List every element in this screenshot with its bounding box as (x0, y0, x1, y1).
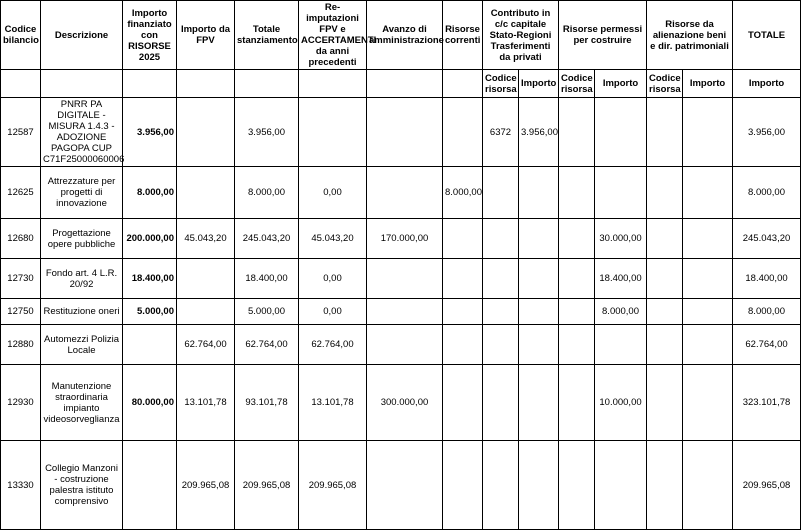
cell-reimp: 0,00 (299, 299, 367, 325)
header-importo: Importo finanziato con RISORSE 2025 (123, 1, 177, 70)
cell-alien-cod (647, 441, 683, 530)
subheader-contributo-importo: Importo (519, 70, 559, 98)
cell-contr-imp: 3.956,00 (519, 98, 559, 167)
subheader-alienazione-codice: Codice risorsa (647, 70, 683, 98)
cell-totale: 5.000,00 (235, 299, 299, 325)
cell-tot: 245.043,20 (733, 219, 801, 259)
subheader-row (1, 70, 801, 98)
cell-tot: 8.000,00 (733, 299, 801, 325)
cell-correnti (443, 219, 483, 259)
cell-perm-cod (559, 259, 595, 299)
cell-importo: 5.000,00 (123, 299, 177, 325)
header-contributo: Contributo in c/c capitale Stato-Regioni Trasferimenti da privati (483, 1, 559, 70)
cell-alien-cod (647, 167, 683, 219)
empty-cell (123, 70, 177, 98)
cell-totale: 8.000,00 (235, 167, 299, 219)
subheader-contributo-codice: Codice risorsa (483, 70, 519, 98)
cell-correnti (443, 259, 483, 299)
cell-avanzo (367, 325, 443, 365)
cell-avanzo (367, 441, 443, 530)
cell-alien-imp (683, 441, 733, 530)
cell-fpv (177, 167, 235, 219)
cell-reimp: 0,00 (299, 259, 367, 299)
cell-correnti (443, 365, 483, 441)
cell-fpv (177, 259, 235, 299)
cell-correnti: 8.000,00 (443, 167, 483, 219)
cell-alien-imp (683, 219, 733, 259)
header-alienazione: Risorse da alienazione beni e dir. patrimoniali (647, 1, 733, 70)
cell-tot: 3.956,00 (733, 98, 801, 167)
cell-perm-cod (559, 219, 595, 259)
cell-tot: 18.400,00 (733, 259, 801, 299)
cell-codice: 12587 (1, 98, 41, 167)
header-totale-finale: TOTALE (733, 1, 801, 70)
cell-importo: 80.000,00 (123, 365, 177, 441)
cell-codice: 12625 (1, 167, 41, 219)
cell-perm-cod (559, 441, 595, 530)
cell-tot: 62.764,00 (733, 325, 801, 365)
cell-contr-cod (483, 259, 519, 299)
cell-totale: 18.400,00 (235, 259, 299, 299)
cell-contr-cod (483, 325, 519, 365)
cell-contr-imp (519, 259, 559, 299)
cell-fpv (177, 98, 235, 167)
cell-avanzo: 170.000,00 (367, 219, 443, 259)
cell-alien-cod (647, 98, 683, 167)
cell-importo (123, 441, 177, 530)
cell-reimp: 13.101,78 (299, 365, 367, 441)
cell-contr-cod (483, 167, 519, 219)
cell-contr-imp (519, 325, 559, 365)
cell-avanzo (367, 98, 443, 167)
cell-avanzo (367, 299, 443, 325)
cell-descrizione: Collegio Manzoni - costruzione palestra istituto comprensivo (41, 441, 123, 530)
cell-avanzo: 300.000,00 (367, 365, 443, 441)
cell-reimp: 45.043,20 (299, 219, 367, 259)
cell-contr-cod: 6372 (483, 98, 519, 167)
empty-cell (41, 70, 123, 98)
cell-alien-cod (647, 365, 683, 441)
table-row (1, 299, 801, 325)
cell-codice: 12730 (1, 259, 41, 299)
cell-reimp (299, 98, 367, 167)
table-row (1, 98, 801, 167)
cell-alien-cod (647, 299, 683, 325)
cell-correnti (443, 325, 483, 365)
subheader-alienazione-importo: Importo (683, 70, 733, 98)
cell-alien-imp (683, 98, 733, 167)
cell-contr-imp (519, 167, 559, 219)
cell-contr-imp (519, 441, 559, 530)
cell-totale: 245.043,20 (235, 219, 299, 259)
cell-avanzo (367, 167, 443, 219)
cell-reimp: 62.764,00 (299, 325, 367, 365)
table-row (1, 325, 801, 365)
cell-reimp: 0,00 (299, 167, 367, 219)
subheader-permessi-importo: Importo (595, 70, 647, 98)
cell-descrizione: Fondo art. 4 L.R. 20/92 (41, 259, 123, 299)
cell-tot: 323.101,78 (733, 365, 801, 441)
cell-totale: 62.764,00 (235, 325, 299, 365)
cell-perm-imp (595, 325, 647, 365)
cell-contr-imp (519, 219, 559, 259)
cell-contr-cod (483, 365, 519, 441)
cell-descrizione: Restituzione oneri (41, 299, 123, 325)
cell-perm-imp: 30.000,00 (595, 219, 647, 259)
table-row (1, 259, 801, 299)
cell-perm-cod (559, 325, 595, 365)
cell-importo: 3.956,00 (123, 98, 177, 167)
header-correnti: Risorse correnti (443, 1, 483, 70)
cell-fpv: 209.965,08 (177, 441, 235, 530)
header-descrizione: Descrizione (41, 1, 123, 70)
cell-descrizione: Progettazione opere pubbliche (41, 219, 123, 259)
cell-reimp: 209.965,08 (299, 441, 367, 530)
header-reimp: Re-imputazioni FPV e ACCERTAMENTI da anni precedenti (299, 1, 367, 70)
header-codice: Codice bilancio (1, 1, 41, 70)
cell-perm-cod (559, 167, 595, 219)
cell-codice: 12880 (1, 325, 41, 365)
header-avanzo: Avanzo di amministrazione (367, 1, 443, 70)
table-row (1, 365, 801, 441)
cell-codice: 12680 (1, 219, 41, 259)
cell-tot: 209.965,08 (733, 441, 801, 530)
cell-perm-cod (559, 365, 595, 441)
cell-alien-imp (683, 167, 733, 219)
cell-correnti (443, 441, 483, 530)
cell-fpv: 62.764,00 (177, 325, 235, 365)
cell-importo: 8.000,00 (123, 167, 177, 219)
cell-alien-imp (683, 325, 733, 365)
cell-codice: 13330 (1, 441, 41, 530)
cell-alien-cod (647, 325, 683, 365)
empty-cell (235, 70, 299, 98)
cell-alien-imp (683, 259, 733, 299)
cell-perm-imp: 10.000,00 (595, 365, 647, 441)
cell-descrizione: PNRR PA DIGITALE - MISURA 1.4.3 - ADOZIONE PAGOPA CUP C71F25000060006 (41, 98, 123, 167)
cell-tot: 8.000,00 (733, 167, 801, 219)
header-row (1, 1, 801, 70)
cell-contr-cod (483, 299, 519, 325)
cell-perm-cod (559, 98, 595, 167)
cell-codice: 12750 (1, 299, 41, 325)
cell-fpv: 13.101,78 (177, 365, 235, 441)
cell-importo: 18.400,00 (123, 259, 177, 299)
table-row (1, 219, 801, 259)
cell-importo: 200.000,00 (123, 219, 177, 259)
cell-contr-cod (483, 441, 519, 530)
cell-contr-imp (519, 299, 559, 325)
empty-cell (367, 70, 443, 98)
cell-correnti (443, 299, 483, 325)
empty-cell (299, 70, 367, 98)
cell-totale: 3.956,00 (235, 98, 299, 167)
cell-descrizione: Manutenzione straordinaria impianto videosorveglianza (41, 365, 123, 441)
empty-cell (177, 70, 235, 98)
empty-cell (1, 70, 41, 98)
cell-fpv (177, 299, 235, 325)
cell-perm-imp: 8.000,00 (595, 299, 647, 325)
cell-correnti (443, 98, 483, 167)
header-fpv: Importo da FPV (177, 1, 235, 70)
cell-descrizione: Attrezzature per progetti di innovazione (41, 167, 123, 219)
cell-totale: 93.101,78 (235, 365, 299, 441)
subheader-totale-importo: Importo (733, 70, 801, 98)
cell-alien-cod (647, 259, 683, 299)
header-permessi: Risorse permessi per costruire (559, 1, 647, 70)
cell-totale: 209.965,08 (235, 441, 299, 530)
subheader-permessi-codice: Codice risorsa (559, 70, 595, 98)
table-row (1, 441, 801, 530)
header-totale: Totale stanziamento (235, 1, 299, 70)
empty-cell (443, 70, 483, 98)
cell-codice: 12930 (1, 365, 41, 441)
cell-perm-imp (595, 98, 647, 167)
cell-contr-imp (519, 365, 559, 441)
cell-fpv: 45.043,20 (177, 219, 235, 259)
cell-perm-imp (595, 167, 647, 219)
cell-descrizione: Automezzi Polizia Locale (41, 325, 123, 365)
cell-perm-imp: 18.400,00 (595, 259, 647, 299)
cell-alien-imp (683, 299, 733, 325)
cell-avanzo (367, 259, 443, 299)
cell-contr-cod (483, 219, 519, 259)
cell-importo (123, 325, 177, 365)
table-row (1, 167, 801, 219)
cell-perm-imp (595, 441, 647, 530)
cell-alien-imp (683, 365, 733, 441)
cell-perm-cod (559, 299, 595, 325)
cell-alien-cod (647, 219, 683, 259)
